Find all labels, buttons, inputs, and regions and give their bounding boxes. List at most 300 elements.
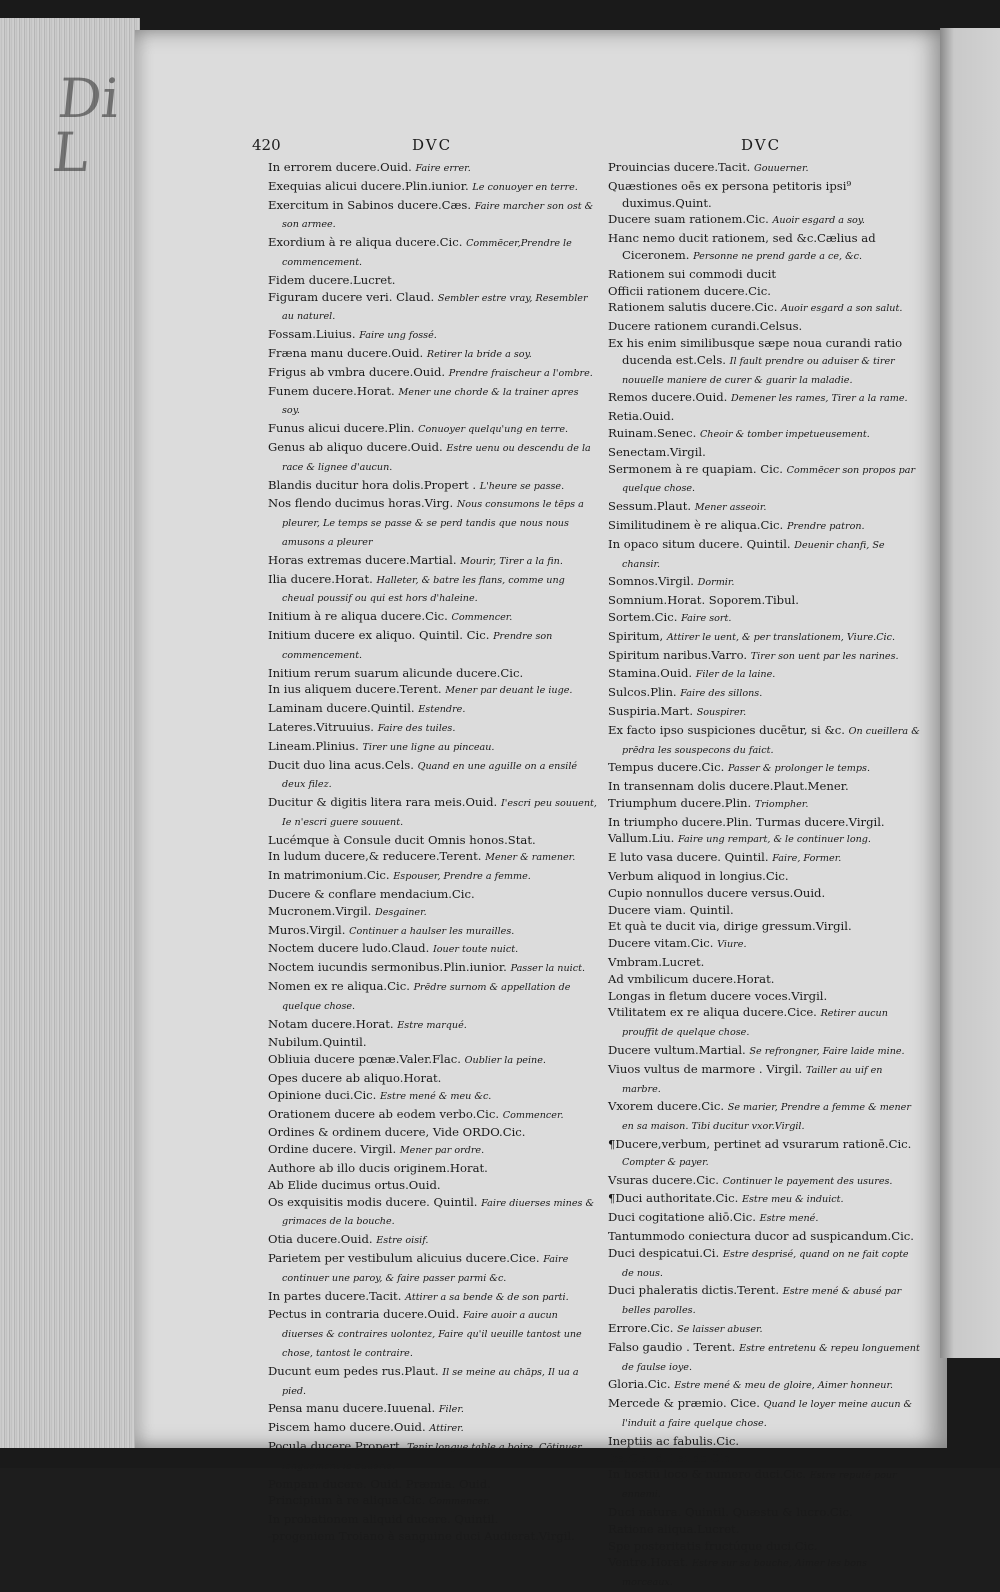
dictionary-entry: [608, 1228, 920, 1245]
entry-french: Tenir longue table a boire, Cōtinuer longuement la buuerie.: [282, 1441, 582, 1472]
entry-french: Faire des sillons.: [680, 688, 763, 700]
dictionary-entry: [608, 1554, 920, 1592]
entry-french: Personne ne prend garde a ce, &c.: [693, 250, 863, 262]
entry-french: Retirer la bride a soy.: [426, 348, 532, 360]
entry-french: Passer la nuict.: [510, 963, 586, 975]
entry-french: Tailler au uif en marbre.: [622, 1064, 883, 1095]
dictionary-entry: [608, 795, 920, 814]
entry-latin: Officii rationem ducere.Cic.: [608, 283, 771, 298]
entry-latin: Blandis ducitur hora dolis.Propert .: [268, 477, 477, 492]
entry-french: Le conuoyer en terre.: [472, 181, 578, 193]
dictionary-entry: [268, 978, 598, 1016]
entry-latin: Exequias alicui ducere.Plin.iunior.: [268, 178, 469, 193]
entry-latin: Ducere vultum.Martial.: [608, 1043, 746, 1058]
previous-page-fragment: Di L: [49, 67, 123, 184]
entry-latin: E luto vasa ducere. Quintil.: [608, 850, 769, 865]
dictionary-entry: [268, 1124, 598, 1141]
dictionary-entry: [608, 1004, 920, 1042]
dictionary-entry: [608, 211, 920, 230]
dictionary-entry: [268, 439, 598, 477]
entry-french: Faire sort.: [681, 612, 732, 624]
entry-latin: Et quà te ducit via, dirige gressum.Virgil.: [608, 919, 852, 934]
entry-french: Halleter, & batre les flans, comme ung cheual poussif ou qui est hors d'haleine.: [282, 574, 565, 605]
dictionary-entry: [268, 1250, 598, 1288]
dictionary-entry: [608, 283, 920, 300]
entry-latin: Ducere & conflare mendacium.Cic.: [268, 887, 475, 902]
dictionary-entry: [268, 1177, 598, 1194]
entry-latin: Ducit duo lina acus.Cels.: [268, 757, 414, 772]
dictionary-entry: [268, 1160, 598, 1177]
dictionary-entry: [268, 719, 598, 738]
dictionary-entry: [268, 1476, 598, 1493]
dictionary-entry: [608, 1320, 920, 1339]
entry-latin: Genus ab aliquo ducere.Ouid.: [268, 439, 443, 454]
dictionary-entry: [608, 868, 920, 885]
entry-latin: Tempus ducere.Cic.: [608, 760, 725, 775]
dictionary-entry: [268, 1106, 598, 1125]
entry-latin: Ilia ducere.Horat.: [268, 571, 373, 586]
dictionary-entry: [268, 738, 598, 757]
entry-french: Quand en une aguille on a ensilé deux filez.: [282, 760, 578, 791]
entry-french: Continuer a haulser les murailles.: [349, 925, 515, 937]
entry-french: Commencer.: [451, 612, 513, 624]
entry-latin: Noctem iucundis sermonibus.Plin.iunior.: [268, 960, 507, 975]
entry-french: Deuenir chanfi, Se chansir.: [622, 539, 885, 570]
entry-latin: Pensa manu ducere.Iuuenal.: [268, 1401, 436, 1416]
dictionary-entry: [608, 1282, 920, 1320]
right-column: [608, 159, 920, 1592]
entry-french: Estre mené & meu de gloire, Aimer honneur.: [674, 1380, 894, 1392]
entry-latin: Horas extremas ducere.Martial.: [268, 552, 457, 567]
dictionary-entry: [268, 627, 598, 665]
entry-latin: Suspiria.Mart.: [608, 703, 694, 718]
entry-french: Estre mené & abusé par belles parolles.: [622, 1286, 902, 1317]
dictionary-entry: [608, 759, 920, 778]
entry-french: Faire continuer une paroy, & faire passer parmi &c.: [282, 1254, 569, 1284]
dictionary-entry: [608, 335, 920, 389]
dictionary-entry: [608, 935, 920, 954]
dictionary-entry: [268, 1194, 598, 1232]
dictionary-entry: [268, 1016, 598, 1035]
entry-latin: ¶Duci authoritate.Cic.: [608, 1191, 739, 1206]
entry-latin: Opes ducere ab aliquo.Horat.: [268, 1071, 442, 1086]
entry-french: Commēcer son propos par quelque chose.: [622, 464, 916, 495]
dictionary-entry: [608, 1245, 920, 1283]
entry-latin: Principium à re aliqua.Cic.: [268, 1493, 426, 1508]
entry-latin: Lateres.Vitruuius.: [268, 719, 374, 734]
dictionary-entry: [268, 234, 598, 272]
entry-french: Attirer le uent, & per translationem, Viure.Cic.: [666, 631, 896, 643]
entry-latin: Vsuras ducere.Cic.: [608, 1172, 719, 1187]
entry-latin: In matrimonium.Cic.: [268, 868, 390, 883]
dictionary-entry: [608, 1042, 920, 1061]
entry-latin: Somnium.Horat. Soporem.Tibul.: [608, 593, 799, 608]
entry-latin: Initium à re aliqua ducere.Cic.: [268, 609, 448, 624]
dictionary-entry: [268, 1288, 598, 1307]
dictionary-entry: [608, 266, 920, 283]
dictionary-entry: [608, 299, 920, 318]
dictionary-entry: [608, 230, 920, 266]
entry-latin: Falso gaudio . Terent.: [608, 1339, 736, 1354]
dictionary-entry: [608, 665, 920, 684]
entry-latin: Ratione aliqua.Lucret.: [608, 1521, 740, 1536]
dictionary-entry: [268, 364, 598, 383]
entry-latin: Nubilum.Quintil.: [268, 1035, 367, 1050]
entry-french: Mener par deuant le iuge.: [445, 685, 573, 697]
entry-french: Tirer son uent par les narines.: [750, 650, 899, 662]
dictionary-entry: [608, 573, 920, 592]
dictionary-entry: [608, 830, 920, 849]
entry-french: Faire diuerses mines & grimaces de la bouche.: [282, 1197, 595, 1228]
entry-latin: Funus alicui ducere.Plin.: [268, 421, 415, 436]
entry-latin: Somnos.Virgil.: [608, 574, 694, 589]
dictionary-entry: [608, 918, 920, 935]
entry-french: Estre mené & meu &c.: [380, 1090, 492, 1102]
entry-french: Se refrongner, Faire laide mine.: [749, 1046, 905, 1058]
dictionary-entry: [268, 1363, 598, 1401]
entry-french: Viure.: [717, 939, 747, 951]
dictionary-entry: [268, 608, 598, 627]
entry-french: Cheoir & tomber impetueusement.: [699, 428, 870, 440]
dictionary-entry: [268, 700, 598, 719]
dictionary-entry: [608, 1450, 920, 1467]
dictionary-entry: [608, 902, 920, 919]
entry-latin: Vmbram.Lucret.: [608, 955, 705, 970]
entry-french: Prēdre surnom & appellation de quelque chose.: [282, 982, 571, 1012]
dictionary-entry: [608, 389, 920, 408]
entry-french: Se marier, Prendre a femme & mener en sa maison. Tibi ducitur vxor.Virgil.: [622, 1102, 911, 1133]
entry-french: Mourir, Tirer a la fin.: [460, 555, 563, 567]
entry-latin: Ordines & ordinem ducere, Vide ORDO.Cic.: [268, 1125, 526, 1140]
entry-latin: Ducere rationem curandi.Celsus.: [608, 319, 803, 334]
dictionary-entry: [608, 461, 920, 499]
entry-french: Filer de la laine.: [695, 669, 776, 681]
entry-french: Souspirer.: [696, 706, 747, 718]
entry-latin: Rationem sui commodi ducit: [608, 266, 777, 281]
entry-latin: Exercitum in Sabinos ducere.Cæs.: [268, 197, 472, 212]
dictionary-entry: [608, 722, 920, 760]
dictionary-entry: [608, 1521, 920, 1538]
dictionary-entry: [268, 681, 598, 700]
entry-latin: Ira.Claud. Laude.Cic.: [608, 1450, 734, 1465]
entry-latin: In partes ducere.Tacit.: [268, 1288, 402, 1303]
entry-french: Estre oisif.: [376, 1235, 429, 1247]
dictionary-entry: [268, 1087, 598, 1106]
entry-latin: In ius aliquem ducere.Terent.: [268, 682, 442, 697]
entry-french: Iouer toute nuict.: [432, 944, 519, 956]
entry-latin: Fidem ducere.Lucret.: [268, 272, 396, 287]
dictionary-entry: [608, 1538, 920, 1555]
left-column: [268, 159, 598, 1545]
entry-french: Faire auoir a aucun diuerses & contraires uolontez, Faire qu'il ueuille tantost une chose, tantost le contraire.: [282, 1310, 582, 1359]
dictionary-entry: [268, 178, 598, 197]
dictionary-entry: [608, 988, 920, 1005]
dictionary-entry: [268, 326, 598, 345]
dictionary-entry: [268, 832, 598, 849]
entry-french: Prendre son commencement.: [282, 630, 553, 661]
dictionary-entry: [268, 1306, 598, 1362]
entry-latin: Vxorem ducere.Cic.: [608, 1099, 725, 1114]
entry-latin: Obliuia ducere pœnæ.Valer.Flac.: [268, 1052, 461, 1067]
dictionary-entry: [608, 609, 920, 628]
entry-latin: Vallum.Liu.: [608, 831, 675, 846]
entry-latin: Initium ducere ex aliquo. Quintil. Cic.: [268, 627, 490, 642]
entry-latin: Mucronem.Virgil.: [268, 903, 372, 918]
dictionary-entry: [608, 684, 920, 703]
dictionary-entry: [608, 814, 920, 831]
entry-latin: Rationem salutis ducere.Cic.: [608, 300, 778, 315]
entry-latin: Pocula ducere.Propert.: [268, 1438, 404, 1453]
book-page-edges: [0, 18, 140, 1448]
dictionary-entry: [608, 498, 920, 517]
entry-latin: In triumpho ducere.Plin. Turmas ducere.Virgil.: [608, 814, 885, 829]
dictionary-entry: [608, 1376, 920, 1395]
dictionary-entry: [608, 628, 920, 647]
dictionary-entry: [268, 552, 598, 571]
next-page-edge: [940, 28, 1000, 1358]
entry-latin: Errore.Cic.: [608, 1321, 674, 1335]
entry-french: Faire des tuiles.: [377, 722, 456, 734]
entry-latin: Lucémque à Consule ducit Omnis honos.Stat.: [268, 832, 536, 847]
entry-french: I'escri peu souuent, Ie n'escri guere souuent.: [282, 798, 597, 828]
entry-french: Il se meine au chāps, Il ua a pied.: [282, 1366, 579, 1397]
entry-latin: Mercede & præmio. Cice.: [608, 1396, 760, 1411]
entry-latin: Hanc nemo ducit rationem, sed &c.Cælius ad Ciceronem.: [608, 231, 876, 262]
dictionary-entry: [268, 848, 598, 867]
entry-latin: Longas in fletum ducere voces.Virgil.: [608, 988, 828, 1003]
entry-latin: Os exquisitis modis ducere. Quintil.: [268, 1194, 478, 1209]
entry-latin: Nos flendo ducimus horas.Virg.: [268, 496, 454, 511]
dictionary-entry: [268, 495, 598, 551]
dictionary-entry: [268, 420, 598, 439]
entry-french: Faire ung fossé.: [359, 330, 437, 342]
entry-french: Mener par ordre.: [399, 1145, 485, 1157]
entry-french: On cueillera & prēdra les souspecons du faict.: [622, 725, 920, 756]
entry-french: Estendre.: [418, 704, 466, 716]
dictionary-entry: [608, 1395, 920, 1433]
entry-french: Filer.: [438, 1404, 464, 1416]
dictionary-entry: [608, 425, 920, 444]
entry-french: Sembler estre vray, Resembler au naturel.: [282, 292, 588, 323]
entry-latin: Ducere viam. Quintil.: [608, 902, 734, 917]
entry-french: Commēcer,Prendre le commencement.: [282, 238, 572, 268]
dictionary-entry: [608, 971, 920, 988]
dictionary-entry: [268, 477, 598, 496]
entry-latin: Nomen ex re aliqua.Cic.: [268, 979, 410, 994]
dictionary-entry: [268, 1034, 598, 1051]
dictionary-entry: [268, 571, 598, 609]
dictionary-entry: [268, 922, 598, 941]
entry-french: Estre mené.: [759, 1213, 819, 1225]
entry-french: Prendre patron.: [786, 520, 865, 532]
dictionary-entry: [268, 1492, 598, 1511]
entry-latin: Authore ab illo ducis originem.Horat.: [268, 1161, 488, 1176]
entry-latin: Pompam ducere. Ouid. Præmia. Ouid.: [268, 1476, 491, 1491]
entry-french: Faire errer.: [415, 163, 471, 174]
dictionary-entry: [608, 703, 920, 722]
entry-latin: Orationem ducere ab eodem verbo.Cic.: [268, 1106, 500, 1121]
dictionary-entry: [608, 1433, 920, 1450]
dictionary-entry: [268, 959, 598, 978]
entry-latin: In hostiū loco & numero duci.Cic.: [608, 1467, 807, 1482]
dictionary-entry: [608, 1098, 920, 1136]
entry-latin: Sermonem à re quapiam. Cic.: [608, 461, 783, 476]
entry-latin: In ludum ducere,& reducere.Terent.: [268, 849, 482, 864]
entry-latin: Laminam ducere.Quintil.: [268, 701, 415, 716]
entry-french: Estre marqué.: [397, 1019, 467, 1031]
entry-french: Estre meu & induict.: [741, 1194, 844, 1206]
dictionary-entry: [608, 517, 920, 536]
entry-french: Estre desprisé, quand on ne fait copte de nous.: [622, 1248, 909, 1279]
entry-latin: Retia.Ouid.: [608, 409, 675, 424]
entry-french: Commencer.: [428, 1496, 490, 1508]
entry-french: Auoir esgard a soy.: [772, 215, 865, 227]
entry-latin: Fossam.Liuius.: [268, 327, 356, 342]
entry-latin: Remos ducere.Ouid.: [608, 390, 728, 405]
dictionary-entry: [268, 940, 598, 959]
entry-latin: Initium rerum suarum alicunde ducere.Cic.: [268, 665, 524, 680]
entry-latin: Piscem hamo ducere.Ouid.: [268, 1420, 426, 1435]
entry-french: Mener & ramener.: [485, 852, 576, 864]
dictionary-entry: [268, 1511, 598, 1528]
entry-french: Il fault prendre ou aduiser & tirer nouuelle maniere de curer & guarir la maladie.: [622, 355, 895, 386]
dictionary-entry: [268, 794, 598, 832]
dictionary-entry: [608, 1504, 920, 1521]
entry-latin: In opaco situm ducere. Quintil.: [608, 536, 791, 551]
running-head-left: DVC: [412, 136, 453, 154]
entry-latin: In probationem aliquid ducere. Quintil.: [268, 1512, 499, 1527]
entry-french: Triompher.: [754, 798, 809, 810]
entry-french: Desgainer.: [375, 906, 427, 918]
entry-latin: Frigus ab vmbra ducere.Ouid.: [268, 364, 446, 379]
entry-latin: Parietem per vestibulum alicuius ducere.Cice.: [268, 1251, 540, 1266]
entry-french: Auoir esgard a son salut.: [781, 303, 903, 315]
dictionary-entry: [608, 536, 920, 574]
dictionary-entry: [268, 272, 598, 289]
entry-latin: Viuos vultus de marmore . Virgil.: [608, 1061, 803, 1076]
entry-french: Gouuerner.: [754, 163, 809, 174]
dictionary-entry: [268, 1070, 598, 1087]
entry-latin: Quæstiones oēs ex persona petitoris ipsi⁹ duximus.Quint.: [608, 178, 852, 210]
dictionary-entry: [608, 1339, 920, 1377]
entry-latin: Spiritum,: [608, 628, 664, 643]
entry-latin: Duci natura. Quintil. Quæstu & lucro.Cic.: [608, 1504, 853, 1519]
dictionary-entry: [608, 318, 920, 335]
dictionary-entry: [268, 903, 598, 922]
dictionary-entry: [608, 778, 920, 795]
entry-french: Faire ung rempart, & le continuer long.: [678, 834, 871, 846]
dictionary-entry: [608, 954, 920, 971]
entry-french: Continuer le payement des usures.: [722, 1175, 893, 1187]
entry-latin: Ducunt eum pedes rus.Plaut.: [268, 1363, 439, 1378]
entry-latin: Ex his enim similibusque sæpe noua curandi ratio ducenda est.Cels.: [608, 335, 903, 367]
entry-latin: Funem ducere.Horat.: [268, 383, 395, 398]
entry-latin: Verbum aliquod in longius.Cic.: [608, 869, 789, 884]
dictionary-entry: [608, 178, 920, 212]
entry-latin: In transennam dolis ducere.Plaut.Mener.: [608, 779, 849, 794]
entry-latin: Otia ducere.Ouid.: [268, 1232, 373, 1247]
entry-french: Mener asseoir.: [694, 502, 767, 514]
entry-latin: Tantummodo coniectura ducor ad suspicandum.Cic.: [608, 1229, 914, 1244]
entry-latin: Prouincias ducere.Tacit.: [608, 160, 751, 174]
entry-latin: Gloria.Cic.: [608, 1377, 671, 1392]
dictionary-entry: [608, 1136, 920, 1172]
entry-latin: ¶Ducere,verbum, pertinet ad vsurarum rationē.Cic.: [608, 1137, 912, 1152]
entry-french: Estre sur sa bouche, Aimer les bons morceaux.: [622, 1558, 868, 1589]
dictionary-entry: [608, 408, 920, 425]
dictionary-entry: [608, 1466, 920, 1504]
entry-french: Estre reputé pour ennemi.: [622, 1470, 897, 1501]
entry-french: Estre entretenu & repeu longuement de faulse ioye.: [622, 1342, 920, 1373]
entry-latin: Figuram ducere veri. Claud.: [268, 289, 435, 304]
page-number: 420: [252, 136, 281, 154]
entry-latin: Sortem.Cic.: [608, 609, 678, 624]
running-head-right: DVC: [741, 136, 782, 154]
dictionary-entry: [608, 849, 920, 868]
dictionary-entry: [268, 1438, 598, 1476]
dictionary-entry: [608, 1209, 920, 1228]
entry-latin: Triumphum ducere.Plin.: [608, 795, 752, 810]
entry-latin: Lineam.Plinius.: [268, 738, 359, 753]
entry-french: Quand le loyer meine aucun & l'induit a faire quelque chose.: [622, 1399, 913, 1429]
entry-latin: Cupio nonnullos ducere versus.Ouid.: [608, 885, 826, 900]
dictionary-entry: [268, 289, 598, 327]
dictionary-entry: [268, 1051, 598, 1070]
entry-latin: Stamina.Ouid.: [608, 666, 693, 681]
entry-latin: Ex facto ipso suspiciones ducētur, si &c.: [608, 722, 845, 737]
dictionary-entry: [268, 757, 598, 795]
dictionary-entry: [268, 1419, 598, 1438]
entry-latin: Ab Elide ducimus ortus.Ouid.: [268, 1177, 441, 1192]
entry-french: Demener les rames, Tirer a la rame.: [731, 393, 908, 405]
entry-latin: -progeniem Troiano à sanguine duci Audierat.Virgil.: [268, 1528, 575, 1543]
entry-french: Dormir.: [697, 577, 735, 589]
entry-latin: Spe posteritatis fructúque duci.Cic.: [608, 1538, 818, 1553]
dictionary-entry: [268, 197, 598, 235]
entry-french: Faire marcher son ost & son armee.: [282, 200, 594, 231]
dictionary-entry: [268, 345, 598, 364]
entry-latin: Ad vmbilicum ducere.Horat.: [608, 971, 775, 986]
entry-french: Nous consumons le tēps a pleurer, Le temps se passe & se perd tandis que nous nous amusons a pleurer: [282, 499, 584, 548]
entry-latin: Ducitur & digitis litera rara meis.Ouid.: [268, 795, 498, 810]
dictionary-entry: [608, 592, 920, 609]
entry-latin: Exordium à re aliqua ducere.Cic.: [268, 235, 463, 250]
entry-latin: Duci phaleratis dictis.Terent.: [608, 1283, 780, 1298]
dictionary-entry: [268, 867, 598, 886]
entry-french: Se laisser abuser.: [677, 1324, 763, 1335]
entry-latin: Ordine ducere. Virgil.: [268, 1142, 397, 1157]
entry-french: Oublier la peine.: [464, 1055, 546, 1067]
entry-latin: Opinione duci.Cic.: [268, 1087, 377, 1102]
dictionary-entry: [608, 159, 920, 178]
dictionary-entry: [608, 885, 920, 902]
entry-latin: Muros.Virgil.: [268, 922, 346, 937]
entry-latin: Pectus in contraria ducere.Ouid.: [268, 1307, 460, 1322]
entry-latin: Noctem ducere ludo.Claud.: [268, 941, 430, 956]
dictionary-entry: [268, 886, 598, 903]
dictionary-entry: [608, 1061, 920, 1099]
entry-french: Faire, Former.: [772, 853, 842, 865]
dictionary-entry: [268, 1528, 598, 1545]
entry-latin: Ducere vitam.Cic.: [608, 936, 714, 951]
entry-latin: Duci despicatui.Ci.: [608, 1245, 720, 1260]
entry-french: Attirer a sa bende & de son parti.: [405, 1291, 569, 1303]
entry-latin: Ruinam.Senec.: [608, 425, 697, 440]
dictionary-entry: [608, 647, 920, 666]
entry-latin: Duci cogitatione aliō.Cic.: [608, 1210, 756, 1225]
entry-french: Commencer.: [502, 1109, 564, 1121]
entry-french: Conuoyer quelqu'ung en terre.: [418, 424, 569, 436]
